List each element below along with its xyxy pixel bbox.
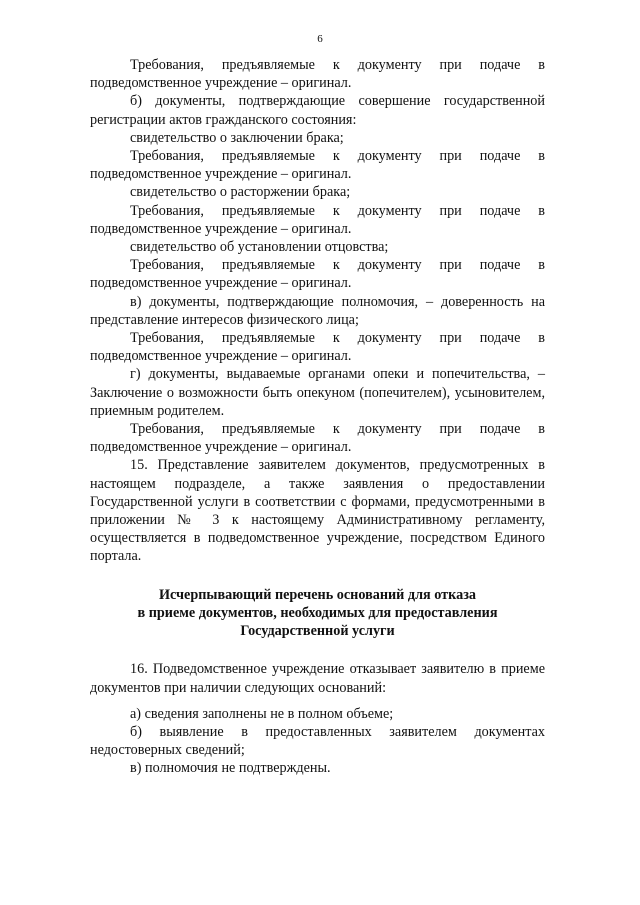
paragraph: Требования, предъявляемые к документу при подаче в подведомственное учреждение – оригинал. bbox=[90, 57, 545, 92]
section-heading-line: Исчерпывающий перечень оснований для отказа bbox=[158, 586, 476, 603]
paragraph: в) документы, подтверждающие полномочия, – доверенность на представление интересов физического лица; bbox=[90, 293, 545, 328]
paragraph-15: 15. Представление заявителем документов, предусмотренных в настоящем подразделе, а также заявления о предоставлении Государственной услуги в соответствии с формами, предусмотренными в приложении № 3 к настоящему Административному регламенту, осуществляется в подведомственное учреждение, посредством Единого портала. bbox=[90, 457, 545, 565]
list-item: б) выявление в предоставленных заявителем документах недостоверных сведений; bbox=[90, 723, 545, 759]
document-body bbox=[90, 56, 545, 778]
paragraph: свидетельство о расторжении брака; bbox=[130, 184, 351, 201]
section-heading bbox=[90, 586, 545, 641]
paragraph: Требования, предъявляемые к документу при подаче в подведомственное учреждение – оригинал. bbox=[90, 257, 545, 292]
section-heading-line: в приеме документов, необходимых для предоставления bbox=[137, 604, 498, 621]
paragraph: б) документы, подтверждающие совершение государственной регистрации актов гражданского состояния: bbox=[90, 93, 545, 128]
section-heading-line: Государственной услуги bbox=[240, 623, 395, 640]
paragraph: свидетельство об установлении отцовства; bbox=[130, 239, 389, 256]
paragraph: г) документы, выдаваемые органами опеки и попечительства, – Заключение о возможности быть опекуном (попечителем), усыновителем, приемным родителем. bbox=[90, 366, 545, 419]
paragraph: Требования, предъявляемые к документу при подаче в подведомственное учреждение – оригинал. bbox=[90, 202, 545, 237]
paragraph: Требования, предъявляемые к документу при подаче в подведомственное учреждение – оригинал. bbox=[90, 330, 545, 365]
paragraph-16: 16. Подведомственное учреждение отказывает заявителю в приеме документов при наличии следующих оснований: bbox=[90, 661, 545, 696]
paragraph: Требования, предъявляемые к документу при подаче в подведомственное учреждение – оригинал. bbox=[90, 148, 545, 183]
list-item: а) сведения заполнены не в полном объеме; bbox=[130, 705, 394, 722]
paragraph: свидетельство о заключении брака; bbox=[130, 129, 344, 146]
paragraph: Требования, предъявляемые к документу при подаче в подведомственное учреждение – оригинал. bbox=[90, 421, 545, 456]
list-item: в) полномочия не подтверждены. bbox=[130, 760, 331, 777]
page-number: 6 bbox=[317, 33, 323, 45]
